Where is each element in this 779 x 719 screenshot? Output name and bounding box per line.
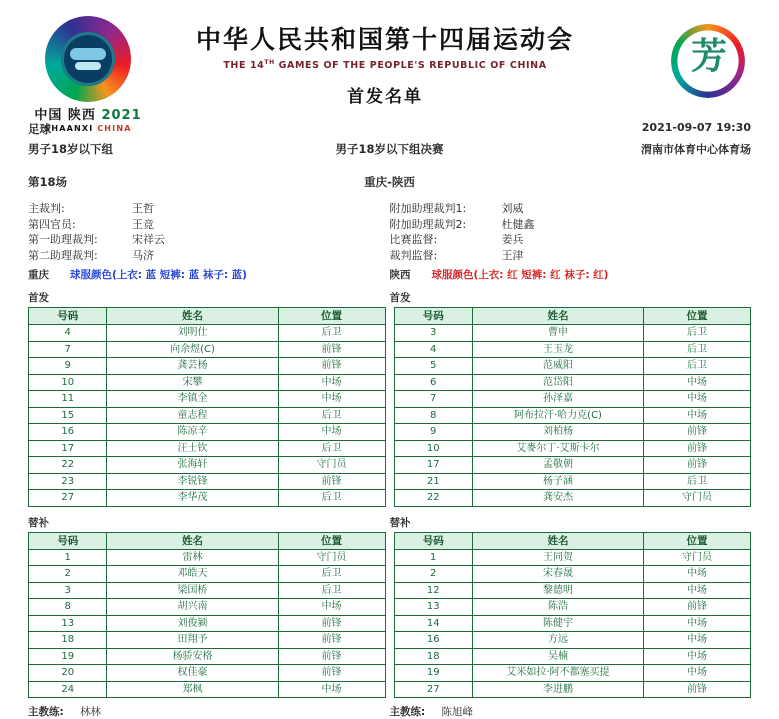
player-number: 13 (394, 599, 472, 616)
table-row (394, 374, 751, 391)
table-row (29, 681, 386, 698)
table-row (29, 407, 386, 424)
table-row (394, 665, 751, 682)
player-name: 孟敬朝 (472, 457, 643, 474)
coach-away (390, 704, 752, 719)
player-name: 阿布拉汗·哈力克(C) (472, 407, 643, 424)
table-row (394, 632, 751, 649)
table-row (29, 665, 386, 682)
player-number: 6 (394, 374, 472, 391)
player-position: 后卫 (278, 490, 385, 507)
table-header-row (394, 308, 751, 325)
subs-label-home: 替补 (28, 516, 49, 529)
substitutes-tables (0, 532, 779, 699)
col-number: 号码 (29, 532, 107, 549)
player-number: 22 (394, 490, 472, 507)
player-number: 4 (394, 341, 472, 358)
player-number: 3 (394, 325, 472, 342)
official-value: 刘威 (501, 202, 524, 215)
emblem-right-glyph: 芳 (691, 35, 728, 77)
table-row (29, 391, 386, 408)
player-name: 杨骄安格 (107, 648, 278, 665)
player-name: 范岱阳 (472, 374, 643, 391)
player-name: 李华茂 (107, 490, 278, 507)
player-name: 刘明仕 (107, 325, 278, 342)
col-name: 姓名 (472, 308, 643, 325)
player-number: 2 (394, 566, 472, 583)
player-position: 前锋 (644, 599, 751, 616)
emblem-left-en-a: SHAANXI (44, 124, 94, 133)
official-row (28, 216, 390, 232)
table-row (394, 681, 751, 698)
player-position: 中场 (278, 681, 385, 698)
table-row (394, 358, 751, 375)
player-position: 后卫 (278, 566, 385, 583)
player-position: 前锋 (644, 457, 751, 474)
player-position: 前锋 (278, 615, 385, 632)
player-number: 18 (29, 632, 107, 649)
player-position: 前锋 (278, 648, 385, 665)
player-position: 中场 (644, 648, 751, 665)
table-header-row (29, 532, 386, 549)
table-row (394, 424, 751, 441)
player-position: 后卫 (278, 325, 385, 342)
official-row (28, 231, 390, 247)
player-position: 中场 (644, 665, 751, 682)
table-row (394, 473, 751, 490)
player-position: 后卫 (644, 358, 751, 375)
player-number: 21 (394, 473, 472, 490)
table-row (29, 648, 386, 665)
player-name: 龚芸杨 (107, 358, 278, 375)
player-number: 20 (29, 665, 107, 682)
kit-home-team: 重庆 (28, 269, 49, 281)
player-number: 16 (29, 424, 107, 441)
player-number: 2 (29, 566, 107, 583)
match-stage: 男子18岁以下组决赛 (335, 142, 444, 156)
emblem-left-year: 2021 (101, 108, 142, 123)
col-number: 号码 (29, 308, 107, 325)
player-name: 杨子涵 (472, 473, 643, 490)
player-position: 前锋 (278, 358, 385, 375)
player-name: 李镇全 (107, 391, 278, 408)
starters-label-away: 首发 (389, 292, 411, 304)
official-label: 第二助理裁判: (28, 248, 98, 262)
official-label: 主裁判: (28, 202, 65, 215)
player-name: 李锐锋 (107, 473, 278, 490)
table-row (394, 391, 751, 408)
player-name: 曹申 (472, 325, 643, 342)
table-row (29, 457, 386, 474)
player-number: 27 (394, 681, 472, 698)
emblem-icon (45, 16, 131, 102)
player-name: 陈凉辛 (107, 424, 278, 441)
player-name: 方远 (472, 632, 643, 649)
player-number: 27 (29, 490, 107, 507)
player-position: 守门员 (278, 457, 385, 474)
table-header-row (29, 308, 386, 325)
info-row-match (28, 174, 751, 190)
subs-label-row (0, 515, 779, 530)
table-row (394, 407, 751, 424)
table-row (394, 341, 751, 358)
player-number: 8 (29, 599, 107, 616)
player-name: 王玉龙 (472, 341, 643, 358)
player-position: 前锋 (278, 665, 385, 682)
player-name: 王同贺 (472, 549, 643, 566)
player-name: 邓皓天 (107, 566, 278, 583)
player-number: 9 (394, 424, 472, 441)
player-position: 中场 (644, 391, 751, 408)
player-number: 8 (394, 407, 472, 424)
emblem-left-cn-text: 中国 陕西 (34, 108, 96, 123)
official-label: 附加助理裁判2: (389, 217, 467, 231)
player-position: 中场 (278, 374, 385, 391)
officials-right (390, 200, 752, 262)
age-group: 男子18岁以下组 (28, 142, 114, 156)
official-value: 王津 (501, 248, 524, 262)
player-name: 陈健宇 (472, 615, 643, 632)
player-position: 前锋 (644, 440, 751, 457)
player-position: 中场 (278, 391, 385, 408)
player-number: 13 (29, 615, 107, 632)
player-number: 14 (394, 615, 472, 632)
player-number: 4 (29, 325, 107, 342)
col-number: 号码 (394, 532, 472, 549)
col-position: 位置 (644, 308, 751, 325)
player-number: 17 (394, 457, 472, 474)
player-number: 18 (394, 648, 472, 665)
official-row (390, 247, 752, 263)
player-name: 雷林 (107, 549, 278, 566)
coach-label: 主教练: (389, 706, 426, 718)
match-number: 第18场 (28, 175, 68, 189)
player-name: 宋春晟 (472, 566, 643, 583)
player-name: 吴楠 (472, 648, 643, 665)
table-row (29, 632, 386, 649)
starters-table-home (28, 307, 386, 507)
player-position: 守门员 (644, 490, 751, 507)
player-number: 10 (29, 374, 107, 391)
subs-label-away: 替补 (389, 516, 411, 529)
officials-left (28, 200, 390, 262)
coach-home-name: 林林 (80, 706, 101, 718)
table-row (29, 615, 386, 632)
official-label: 比赛监督: (389, 233, 438, 246)
player-number: 10 (394, 440, 472, 457)
officials-block (0, 200, 779, 262)
table-row (29, 358, 386, 375)
official-row (390, 200, 752, 216)
official-label: 第一助理裁判: (28, 233, 98, 246)
official-label: 附加助理裁判1: (389, 202, 467, 215)
player-number: 12 (394, 582, 472, 599)
table-row (394, 549, 751, 566)
table-row (394, 490, 751, 507)
coach-away-name: 陈旭峰 (441, 706, 473, 718)
info-row-sport (28, 121, 751, 137)
player-name: 范威阳 (472, 358, 643, 375)
player-position: 中场 (278, 599, 385, 616)
emblem-left-en-b: CHINA (97, 124, 132, 133)
player-number: 22 (29, 457, 107, 474)
official-value: 姜兵 (501, 233, 524, 246)
table-row (29, 440, 386, 457)
player-name: 孙泽嘉 (472, 391, 643, 408)
official-label: 第四官员: (28, 217, 76, 231)
document-title: 首发名单 (347, 87, 423, 108)
table-row (394, 566, 751, 583)
table-row (29, 599, 386, 616)
player-position: 后卫 (278, 582, 385, 599)
player-position: 中场 (644, 632, 751, 649)
player-name: 李进鹏 (472, 681, 643, 698)
player-number: 1 (394, 549, 472, 566)
player-name: 宋攀 (107, 374, 278, 391)
subtitle-en-a: THE 14 (223, 60, 265, 72)
table-row (394, 615, 751, 632)
player-name: 汪士钦 (107, 440, 278, 457)
player-position: 守门员 (644, 549, 751, 566)
player-position: 前锋 (278, 341, 385, 358)
official-label: 裁判监督: (389, 248, 438, 262)
player-name: 郑枫 (107, 681, 278, 698)
player-name: 刘柏杨 (472, 424, 643, 441)
starters-tables (0, 307, 779, 507)
subtitle-en-b: GAMES OF THE PEOPLE'S REPUBLIC OF CHINA (278, 60, 547, 72)
col-position: 位置 (278, 532, 385, 549)
col-name: 姓名 (107, 532, 278, 549)
info-row-group (28, 141, 751, 157)
player-number: 7 (29, 341, 107, 358)
table-row (29, 566, 386, 583)
table-row (29, 582, 386, 599)
col-name: 姓名 (107, 308, 278, 325)
player-name: 艾麥尔丁·艾斯卡尔 (472, 440, 643, 457)
official-row (28, 200, 390, 216)
sport-name: 足球 (28, 122, 51, 136)
official-value: 杜健鑫 (501, 217, 535, 231)
player-position: 前锋 (278, 473, 385, 490)
table-row (29, 325, 386, 342)
player-position: 中场 (644, 374, 751, 391)
kit-away-text: 球服颜色(上衣: 红 短裤: 红 袜子: 红) (431, 269, 609, 281)
table-row (394, 440, 751, 457)
table-header-row (394, 532, 751, 549)
match-datetime: 2021-09-07 19:30 (641, 121, 751, 134)
starters-label-home: 首发 (28, 292, 49, 304)
player-position: 中场 (644, 566, 751, 583)
player-number: 7 (394, 391, 472, 408)
subs-table-home (28, 532, 386, 699)
table-row (394, 582, 751, 599)
player-position: 中场 (278, 424, 385, 441)
official-value: 马济 (132, 248, 154, 262)
player-position: 后卫 (644, 473, 751, 490)
kit-home (28, 267, 390, 282)
player-number: 11 (29, 391, 107, 408)
player-number: 9 (29, 358, 107, 375)
table-row (394, 648, 751, 665)
coach-row (0, 704, 779, 719)
player-position: 后卫 (278, 440, 385, 457)
official-value: 王竞 (132, 217, 154, 231)
player-position: 中场 (644, 615, 751, 632)
table-row (29, 473, 386, 490)
player-name: 向余煜(C) (107, 341, 278, 358)
player-name: 梁国桥 (107, 582, 278, 599)
player-name: 童志程 (107, 407, 278, 424)
page-title: 中华人民共和国第十四届运动会 (195, 25, 574, 54)
coach-home (28, 704, 390, 719)
player-number: 23 (29, 473, 107, 490)
games-emblem-left (28, 16, 148, 133)
player-position: 中场 (644, 407, 751, 424)
player-name: 张海轩 (107, 457, 278, 474)
player-position: 后卫 (644, 325, 751, 342)
player-position: 守门员 (278, 549, 385, 566)
sport-emblem-right (671, 24, 745, 98)
player-position: 后卫 (278, 407, 385, 424)
table-row (29, 490, 386, 507)
official-value: 宋祥云 (132, 233, 165, 246)
player-name: 龚安杰 (472, 490, 643, 507)
starters-label-row (0, 290, 779, 305)
player-position: 后卫 (644, 341, 751, 358)
kit-colours (0, 267, 779, 282)
page-subtitle-en (150, 59, 620, 71)
player-name: 胡兴南 (107, 599, 278, 616)
kit-away (390, 267, 752, 282)
player-position: 前锋 (644, 424, 751, 441)
kit-home-text: 球服颜色(上衣: 蓝 短裤: 蓝 袜子: 蓝) (70, 269, 247, 281)
official-row (390, 216, 752, 232)
player-number: 1 (29, 549, 107, 566)
player-number: 17 (29, 440, 107, 457)
table-row (29, 424, 386, 441)
match-teams: 重庆-陕西 (364, 175, 415, 189)
col-position: 位置 (278, 308, 385, 325)
official-row (28, 247, 390, 263)
table-row (29, 374, 386, 391)
table-row (394, 599, 751, 616)
player-number: 5 (394, 358, 472, 375)
player-position: 前锋 (278, 632, 385, 649)
match-info (0, 121, 779, 190)
player-name: 陈浩 (472, 599, 643, 616)
venue-name: 渭南市体育中心体育场 (641, 143, 751, 156)
table-row (394, 457, 751, 474)
subtitle-en-sup: TH (264, 59, 275, 66)
col-number: 号码 (394, 308, 472, 325)
player-position: 前锋 (644, 681, 751, 698)
col-name: 姓名 (472, 532, 643, 549)
player-position: 中场 (644, 582, 751, 599)
kit-away-team: 陕西 (389, 269, 411, 281)
col-position: 位置 (644, 532, 751, 549)
subs-table-away (394, 532, 752, 699)
title-block (150, 20, 620, 107)
player-name: 田翔予 (107, 632, 278, 649)
table-row (29, 549, 386, 566)
player-name: 艾米如拉·阿不都塞买提 (472, 665, 643, 682)
player-number: 19 (394, 665, 472, 682)
table-row (29, 341, 386, 358)
official-value: 王哲 (132, 202, 154, 215)
player-name: 黎德明 (472, 582, 643, 599)
player-number: 3 (29, 582, 107, 599)
player-number: 16 (394, 632, 472, 649)
official-row (390, 231, 752, 247)
table-row (394, 325, 751, 342)
player-name: 刘俊颍 (107, 615, 278, 632)
coach-label: 主教练: (28, 706, 64, 718)
player-number: 15 (29, 407, 107, 424)
player-number: 24 (29, 681, 107, 698)
starters-table-away (394, 307, 752, 507)
player-name: 权佳豪 (107, 665, 278, 682)
player-number: 19 (29, 648, 107, 665)
